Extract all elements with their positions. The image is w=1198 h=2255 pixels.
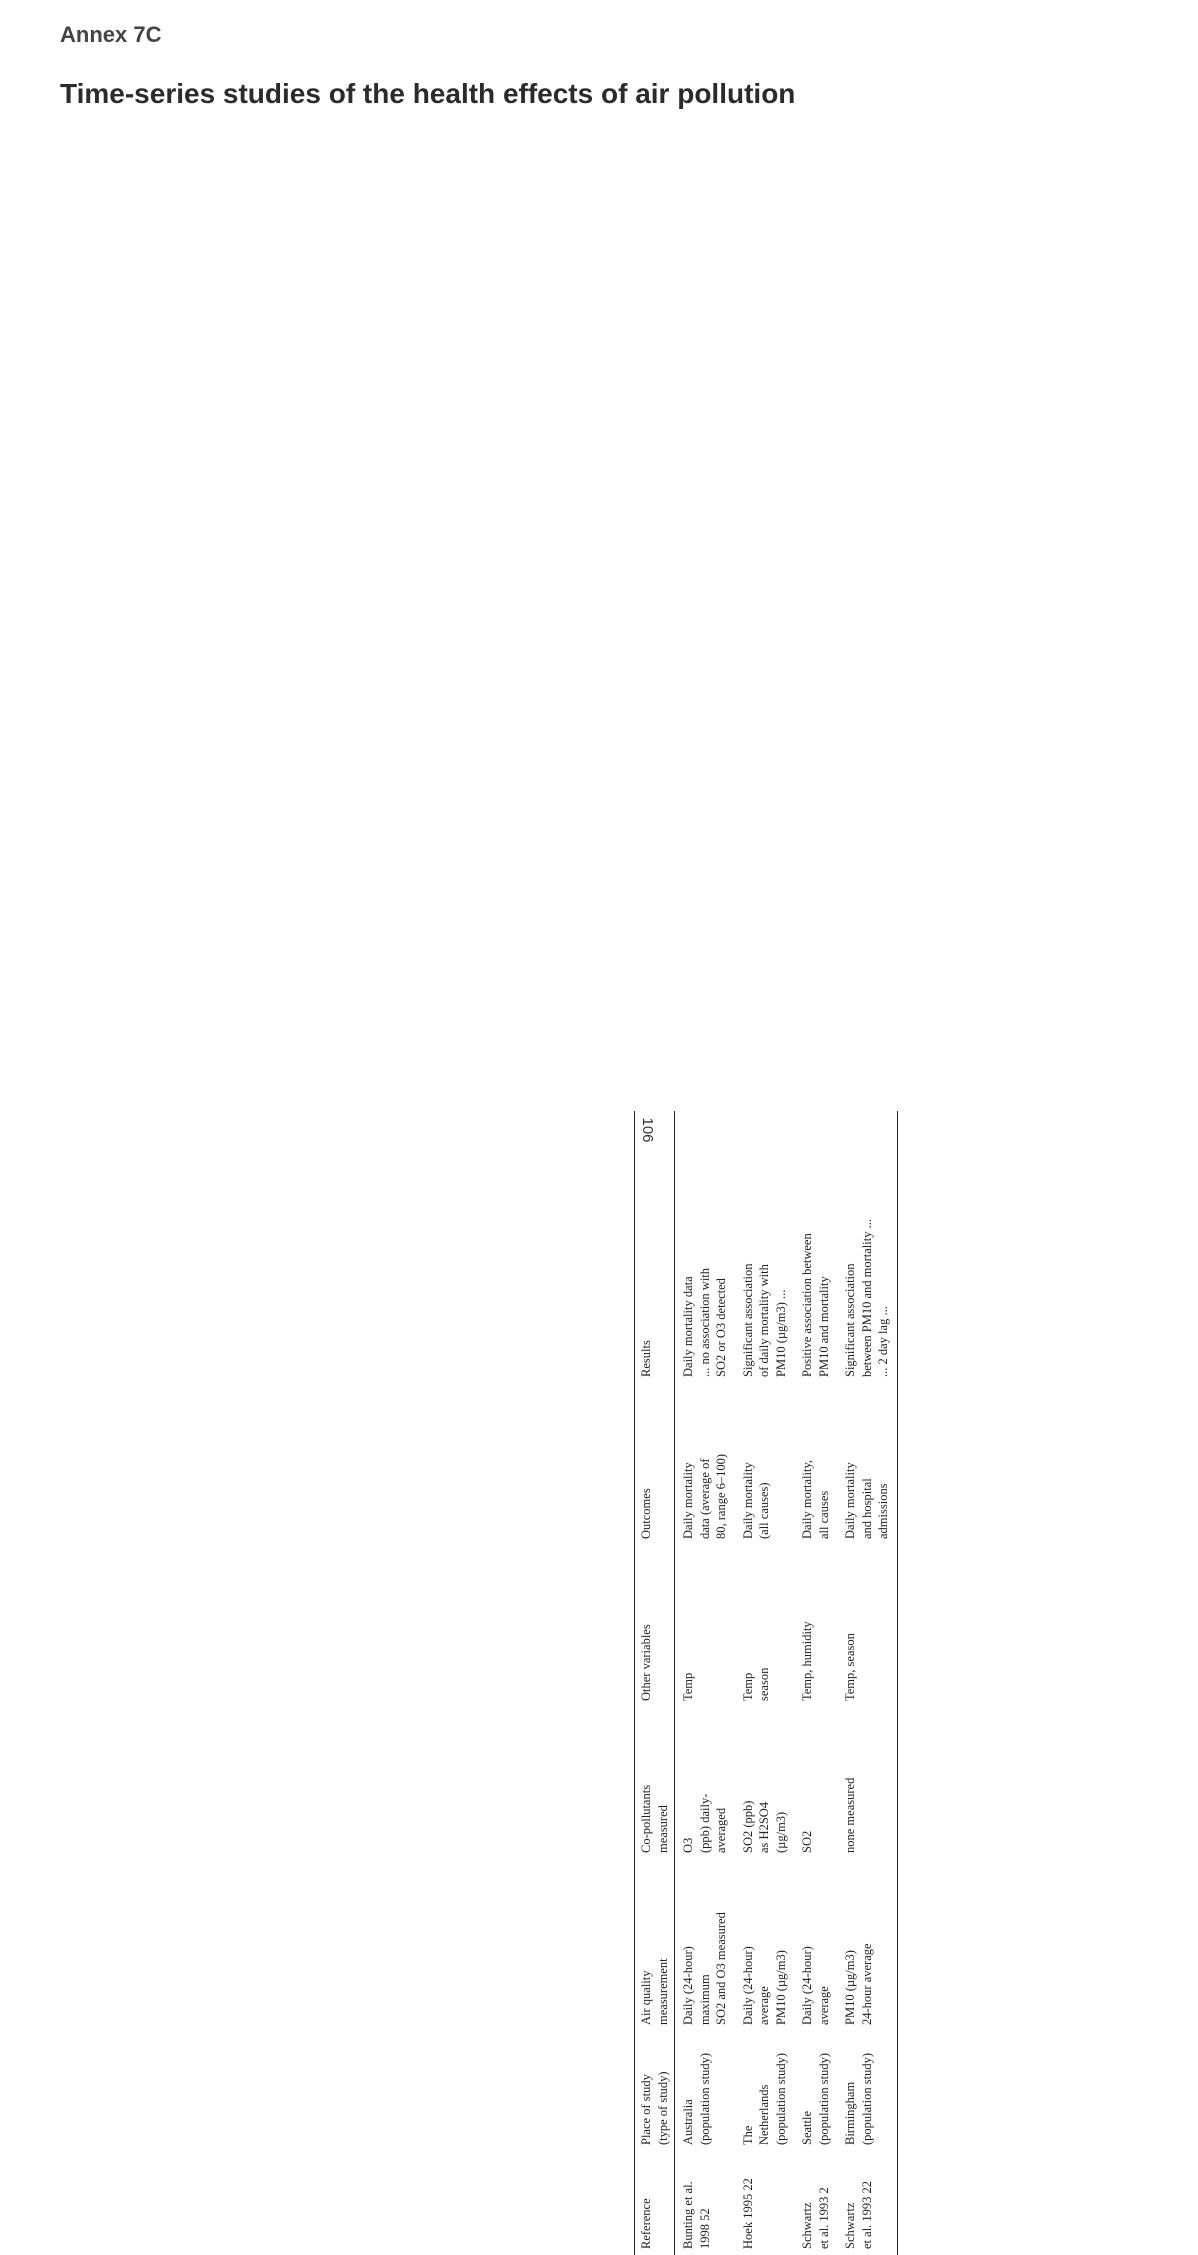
cell-line: SO2 and O3 measured — [714, 1912, 728, 2025]
table-cell-reference — [735, 2151, 795, 2255]
table-row — [735, 1111, 795, 2255]
header-other-variables — [635, 1545, 675, 1707]
cell-line: The — [740, 2125, 755, 2145]
cell-line: Daily mortality data — [681, 1276, 695, 1377]
table-cell-reference — [837, 2151, 897, 2255]
cell-line: 80, range 6–100) — [714, 1453, 728, 1539]
table-cell-place — [735, 2031, 795, 2151]
cell-line: Hoek 1995 22 — [740, 2178, 755, 2249]
header-line: Place of study — [639, 2074, 653, 2145]
cell-line: admissions — [876, 1483, 890, 1539]
header-line: Outcomes — [639, 1488, 653, 1539]
cell-line: Seattle — [800, 2110, 814, 2145]
table-row — [794, 1111, 837, 2255]
cell-line: Schwartz — [843, 2202, 857, 2249]
page-header — [60, 0, 796, 140]
cell-line: of daily mortality with — [757, 1264, 771, 1377]
cell-line: Temp, humidity — [800, 1621, 814, 1701]
cell-line: (population study) — [773, 2052, 788, 2145]
table-cell-out — [675, 1383, 735, 1545]
header-results — [635, 1111, 675, 1383]
table-cell-co — [837, 1707, 897, 1859]
cell-line: SO2 (ppb) — [740, 1800, 755, 1853]
cell-line: Birmingham — [843, 2081, 857, 2145]
table-header-row — [635, 1111, 675, 2255]
table-cell-res — [794, 1111, 837, 1383]
table-cell-place — [837, 2031, 897, 2151]
header-reference — [635, 2151, 675, 2255]
cell-line: Daily mortality — [681, 1462, 695, 1539]
cell-line: average — [757, 1986, 771, 2025]
cell-line: Australia — [681, 2099, 695, 2145]
cell-line: Daily mortality — [843, 1462, 857, 1539]
cell-line: Significant association — [740, 1263, 755, 1377]
table-cell-res — [675, 1111, 735, 1383]
page-number: 106 — [639, 1117, 656, 1143]
cell-line: et al. 1993 22 — [859, 2180, 874, 2249]
cell-line: PM10 (µg/m3) ... — [773, 1289, 788, 1377]
cell-line: SO2 or O3 detected — [714, 1278, 728, 1377]
table-row — [675, 1111, 735, 2255]
cell-line: Temp — [740, 1672, 755, 1701]
cell-line: ... no association with — [697, 1267, 712, 1377]
cell-line: (ppb) daily- — [697, 1793, 712, 1853]
table-cell-oth — [794, 1545, 837, 1707]
table-cell-res — [837, 1111, 897, 1383]
rotated-table-container — [634, 1195, 1198, 2255]
cell-line: and hospital — [859, 1478, 874, 1539]
cell-line: maximum — [697, 1974, 712, 2025]
header-line: Reference — [639, 2198, 653, 2249]
cell-line: Schwartz — [800, 2202, 814, 2249]
annex-title: Time-series studies of the health effects of air pollution — [60, 78, 796, 109]
table-cell-aq — [794, 1859, 837, 2031]
table-cell-reference — [794, 2151, 837, 2255]
cell-line: season — [757, 1667, 771, 1701]
table-cell-place — [675, 2031, 735, 2151]
table-body — [675, 1111, 898, 2255]
cell-line: averaged — [714, 1807, 728, 1853]
cell-line: Temp — [681, 1672, 695, 1701]
cell-line: data (average of — [697, 1458, 712, 1539]
header-line: Co-pollutants — [639, 1784, 653, 1853]
cell-line: none measured — [843, 1777, 857, 1853]
cell-line: Netherlands — [757, 2084, 771, 2145]
table-cell-aq — [837, 1859, 897, 2031]
cell-line: et al. 1993 2 — [816, 2187, 831, 2249]
cell-line: PM10 and mortality — [816, 1276, 831, 1377]
studies-table — [634, 1111, 898, 2255]
table-cell-oth — [837, 1545, 897, 1707]
cell-line: Temp, season — [843, 1633, 857, 1701]
header-line: measurement — [655, 1958, 670, 2025]
header-line: measured — [655, 1805, 670, 1853]
cell-line: (population study) — [859, 2052, 874, 2145]
header-outcomes — [635, 1383, 675, 1545]
cell-line: SO2 — [800, 1830, 814, 1853]
table-cell-co — [735, 1707, 795, 1859]
table-cell-co — [794, 1707, 837, 1859]
header-co-pollutants — [635, 1707, 675, 1859]
cell-line: 1998 52 — [697, 2208, 712, 2249]
header-place — [635, 2031, 675, 2151]
table-cell-out — [837, 1383, 897, 1545]
table-cell-oth — [735, 1545, 795, 1707]
cell-line: ... 2 day lag ... — [876, 1306, 890, 1377]
cell-line: as H2SO4 — [757, 1801, 771, 1853]
cell-line: Positive association between — [800, 1233, 814, 1377]
table-cell-out — [794, 1383, 837, 1545]
table-cell-aq — [735, 1859, 795, 2031]
cell-line: all causes — [816, 1490, 831, 1539]
cell-line: Daily mortality — [740, 1462, 755, 1539]
header-line: Results — [639, 1340, 653, 1377]
header-line: Other variables — [639, 1624, 653, 1701]
cell-line: 24-hour average — [859, 1943, 874, 2025]
table-row — [837, 1111, 897, 2255]
cell-line: PM10 (µg/m3) — [773, 1950, 788, 2025]
table-cell-aq — [675, 1859, 735, 2031]
cell-line: Daily (24-hour) — [740, 1946, 755, 2025]
cell-line: Daily mortality, — [800, 1459, 814, 1539]
table-cell-place — [794, 2031, 837, 2151]
table-cell-oth — [675, 1545, 735, 1707]
cell-line: Daily (24-hour) — [681, 1946, 695, 2025]
cell-line: PM10 (µg/m3) — [843, 1950, 857, 2025]
header-line: (type of study) — [655, 2071, 670, 2145]
cell-line: average — [816, 1986, 831, 2025]
cell-line: Bunting et al. — [681, 2181, 695, 2249]
cell-line: between PM10 and mortality ... — [859, 1219, 874, 1377]
cell-line: Significant association — [843, 1263, 857, 1377]
cell-line: (µg/m3) — [773, 1811, 788, 1853]
annex-label: Annex 7C — [60, 22, 162, 47]
cell-line: (population study) — [697, 2052, 712, 2145]
cell-line: (population study) — [816, 2052, 831, 2145]
table-cell-co — [675, 1707, 735, 1859]
table-cell-out — [735, 1383, 795, 1545]
cell-line: Daily (24-hour) — [800, 1946, 814, 2025]
cell-line: (all causes) — [757, 1482, 771, 1539]
header-air-quality — [635, 1859, 675, 2031]
table-cell-reference — [675, 2151, 735, 2255]
cell-line: O3 — [681, 1837, 695, 1853]
table-cell-res — [735, 1111, 795, 1383]
header-line: Air quality — [639, 1970, 653, 2025]
